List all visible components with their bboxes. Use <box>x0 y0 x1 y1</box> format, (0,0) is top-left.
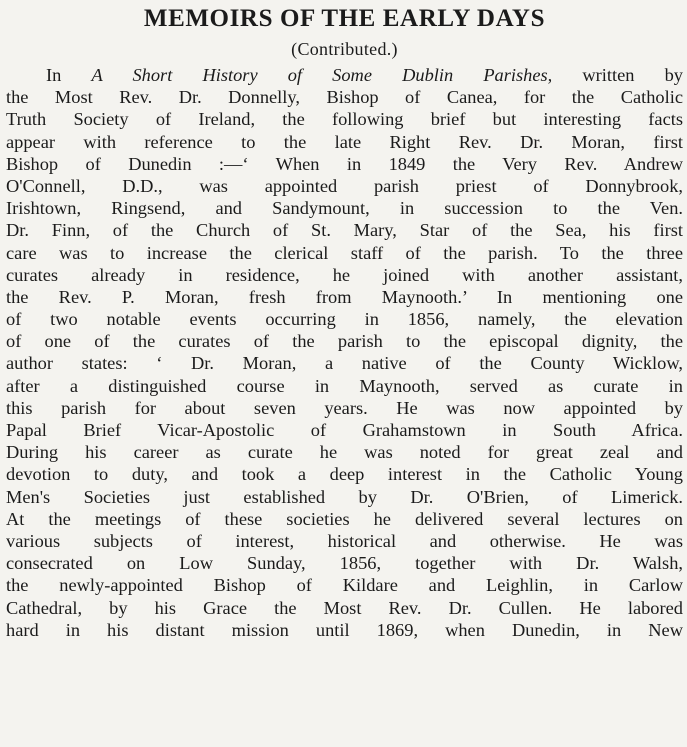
body-line: of one of the curates of the parish to the episcopal dignity, the <box>6 331 683 352</box>
body-line: At the meetings of these societies he delivered several lectures on <box>6 508 683 529</box>
body-line: Bishop of Dunedin :—‘ When in 1849 the Very Rev. Andrew <box>6 153 683 174</box>
body-line: the Most Rev. Dr. Donnelly, Bishop of Canea, for the Catholic <box>6 87 683 108</box>
body-line: this parish for about seven years. He was now appointed by <box>6 397 683 418</box>
body-line: Cathedral, by his Grace the Most Rev. Dr. Cullen. He labored <box>6 597 683 618</box>
body-line: curates already in residence, he joined with another assistant, <box>6 264 683 285</box>
body-line: consecrated on Low Sunday, 1856, together with Dr. Walsh, <box>6 553 683 574</box>
body-line: Papal Brief Vicar-Apostolic of Grahamstown in South Africa. <box>6 420 683 440</box>
article-subtitle: (Contributed.) <box>291 39 398 59</box>
body-line: care was to increase the clerical staff of the parish. To the three <box>6 242 683 263</box>
body-line: Dr. Finn, of the Church of St. Mary, Star of the Sea, his first <box>6 220 683 241</box>
body-line: hard in his distant mission until 1869, when Dunedin, in New <box>6 619 683 640</box>
body-line: the newly-appointed Bishop of Kildare and Leighlin, in Carlow <box>6 575 683 596</box>
body-line: O'Connell, D.D., was appointed parish priest of Donnybrook, <box>6 175 683 196</box>
book-title: A Short History of Some Dublin Parishes, <box>91 65 553 85</box>
body-line: Men's Societies just established by Dr. O'Brien, of Limerick. <box>6 486 683 507</box>
line-text: In <box>46 65 92 85</box>
body-line: During his career as curate he was noted for great zeal and <box>6 442 683 463</box>
body-line: of two notable events occurring in 1856, namely, the elevation <box>6 309 683 330</box>
body-line: after a distinguished course in Maynooth, served as curate in <box>6 375 683 396</box>
body-line: appear with reference to the late Right Rev. Dr. Moran, first <box>6 131 683 152</box>
body-line: author states: ‘ Dr. Moran, a native of the County Wicklow, <box>6 353 683 374</box>
article-body <box>6 64 683 641</box>
line-text: written by <box>552 65 684 85</box>
article-title: MEMOIRS OF THE EARLY DAYS <box>143 5 546 32</box>
body-line <box>6 64 683 86</box>
body-line: the Rev. P. Moran, fresh from Maynooth.’ In mentioning one <box>6 286 683 307</box>
body-line: various subjects of interest, historical and otherwise. He was <box>6 530 683 551</box>
body-line: Irishtown, Ringsend, and Sandymount, in succession to the Ven. <box>6 198 683 219</box>
body-line: Truth Society of Ireland, the following brief but interesting facts <box>6 109 683 130</box>
body-line: devotion to duty, and took a deep interest in the Catholic Young <box>6 464 683 485</box>
